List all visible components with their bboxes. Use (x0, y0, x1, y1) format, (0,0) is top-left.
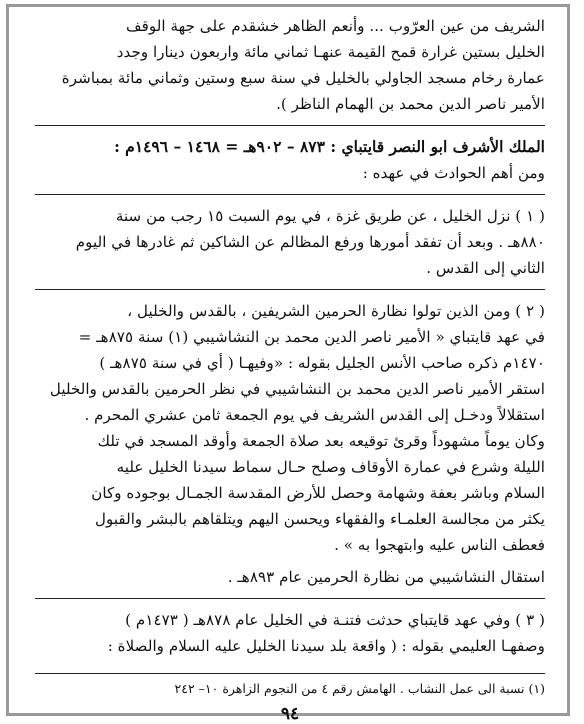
section-heading: الملك الأشرف ابو النصر قايتباي : ٨٧٣ – ٩٠٢هـ = ١٤٦٨ – ١٤٩٦م : (114, 137, 545, 156)
page-number: ٩٤ (280, 704, 300, 724)
text-line: وصفهـا العليمي بقوله : ( واقعة بلد سيدنا الخليل عليه السلام والصلاة : (107, 637, 545, 655)
text-line: في عهد قايتباي « الأمير ناصر الدين محمد بن النشاشيبي (١) سنة ٨٧٥هـ = (78, 328, 545, 346)
text-line: الثاني إلى القدس . (426, 259, 545, 277)
text-line: وكان يوماً مشهوداً وقرئ توقيعه بعد صلاة الجمعة وأوقد المسجد في تلك (97, 432, 545, 450)
section-divider (35, 125, 545, 126)
resignation-note (35, 564, 545, 590)
text-line: ( ٢ ) ومن الذين تولوا نظارة الحرمين الشريفين ، بالقدس والخليل ، (127, 302, 545, 320)
event-paragraph-1 (35, 203, 545, 281)
event-paragraph-3 (35, 607, 545, 659)
text-line: ( ٣ ) وفي عهد قايتباي حدثت فتنـة في الخليل عام ٨٧٨هـ ( ١٤٧٣م ) (125, 611, 545, 629)
section-divider (35, 194, 545, 195)
text-line: السلام وباشر بعفة وشهامة وحصل للأرض المقدسة الجمـال بوجوده وكان (91, 484, 545, 502)
text-line: الشريف من عين العرّوب ... وأنعم الظاهر خشقدم على جهة الوقف (125, 17, 545, 35)
text-line: الخليل بستين غرارة قمح القيمة عنهـا ثماني مائة واربعون دينارا وجدد (116, 43, 545, 61)
text-line: استقلالاً ودخـل إلى القدس الشريف في يوم الجمعة ثامن عشري المحرم . (84, 406, 545, 424)
footnote: (١) نسبة الى عمل النشاب . الهامش رقم ٤ من النجوم الزاهرة ١٠– ٢٤٢ (174, 681, 545, 696)
text-line: فعطف الناس عليه وابتهجوا به » . (334, 536, 545, 554)
text-line: استقال النشاشيبي من نظارة الحرمين عام ٨٩٣هـ . (227, 568, 545, 586)
text-line: ١٤٧٠م ذكره صاحب الأنس الجليل بقوله : «وفيهـا ( أي في سنة ٨٧٥هـ ) (99, 354, 545, 372)
footnote-divider (35, 673, 545, 674)
section-subheading (35, 160, 545, 186)
text-line: ( ١ ) نزل الخليل ، عن طريق غزة ، في يوم السبت ١٥ رجب من سنة (115, 207, 545, 225)
text-line: الليلة وشرع في عمارة الأوقاف وصلح حـال سماط سيدنا الخليل عليه (116, 458, 545, 476)
page-frame (6, 4, 570, 724)
text-line: ٨٨٠هـ . وبعد أن تفقد أمورها ورفع المظالم عن الشاكين ثم غادرها في اليوم (75, 233, 545, 251)
section-divider (35, 598, 545, 599)
document-page (9, 7, 567, 724)
text-line: يكثر من مجالسة العلمـاء والفقهاء ويحسن اليهم ويتلقاهم بالبشر والقبول (94, 510, 545, 528)
text-line: عمارة رخام مسجد الجاولي بالخليل في سنة سبع وستين وثماني مائة بمباشرة (61, 69, 545, 87)
section-divider (35, 289, 545, 290)
text-line: استقر الأمير ناصر الدين محمد بن النشاشيبي في نظر الحرمين بالقدس والخليل (49, 380, 545, 398)
intro-paragraph (35, 13, 545, 117)
event-paragraph-2 (35, 298, 545, 558)
text-line: الأمير ناصر الدين محمد بن الهمام الناظر ). (276, 95, 545, 113)
text-line: ومن أهم الحوادث في عهده : (362, 164, 545, 182)
